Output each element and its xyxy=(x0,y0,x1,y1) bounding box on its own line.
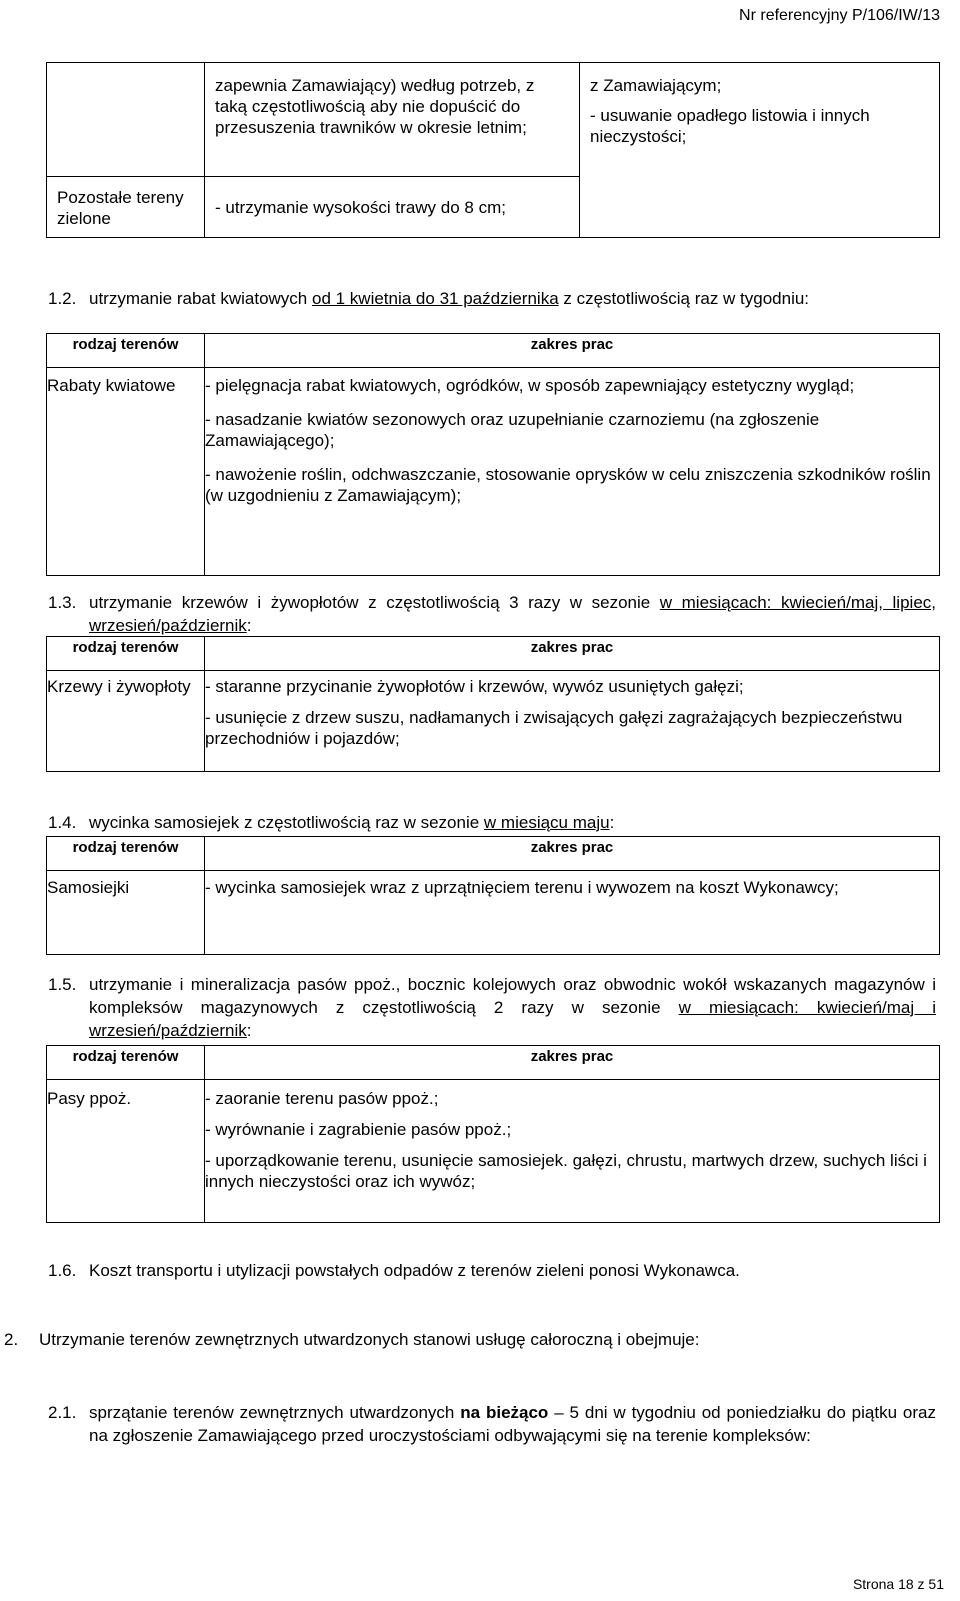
list-item: - wycinka samosiejek wraz z uprzątnięciem terenu i wywozem na koszt Wykonawcy; xyxy=(205,878,839,897)
top-row1-col3-text-a: z Zamawiającym; xyxy=(590,76,722,95)
section-2-1-text: sprzątanie terenów zewnętrznych utwardzonych na bieżąco – 5 dni w tygodniu od poniedziałku do piątku oraz na zgłoszenie Zamawiającego przed uroczystościami odbywającymi się na terenie kompleksów: xyxy=(89,1403,936,1445)
top-row2-col2 xyxy=(205,177,580,238)
table-1-2-scope xyxy=(205,368,940,576)
table-1-4 xyxy=(46,836,940,955)
section-1-4-number: 1.4. xyxy=(48,813,77,832)
table-1-3-area xyxy=(47,671,205,772)
table-1-3-header-area: rodzaj terenów xyxy=(47,637,205,671)
top-row2-area-text: Pozostałe tereny zielone xyxy=(57,188,184,228)
table-1-4-area-text: Samosiejki xyxy=(47,878,130,897)
list-item: - pielęgnacja rabat kwiatowych, ogródków, w sposób zapewniający estetyczny wygląd; xyxy=(205,376,855,395)
section-1-6-text: Koszt transportu i utylizacji powstałych odpadów z terenów zieleni ponosi Wykonawca. xyxy=(89,1261,740,1280)
table-1-5-area-text: Pasy ppoż. xyxy=(47,1089,132,1108)
section-2-1 xyxy=(48,1401,936,1447)
section-1-6 xyxy=(48,1259,936,1282)
top-row1-col3-text-b: - usuwanie opadłego listowia i innych nieczystości; xyxy=(590,106,870,146)
section-1-5-number: 1.5. xyxy=(48,975,77,994)
top-row1-col3 xyxy=(580,63,940,177)
section-2-1-number: 2.1. xyxy=(48,1403,77,1422)
section-1-6-number: 1.6. xyxy=(48,1261,77,1280)
table-1-2 xyxy=(46,333,940,576)
table-1-2-area xyxy=(47,368,205,576)
reference-number: Nr referencyjny P/106/IW/13 xyxy=(739,7,940,24)
section-1-4 xyxy=(48,811,936,834)
list-item: - staranne przycinanie żywopłotów i krzewów, wywóz usuniętych gałęzi; xyxy=(205,677,744,696)
section-1-5-text: utrzymanie i mineralizacja pasów ppoż., bocznic kolejowych oraz obwodnic wokół wskazanych magazynów i kompleksów magazynowych z częstotliwością 2 razy w sezonie w miesiącach: kwiecień/maj i wrzesień/październik: xyxy=(89,975,936,1040)
table-1-4-scope xyxy=(205,871,940,955)
table-1-5-header-area: rodzaj terenów xyxy=(47,1046,205,1080)
top-row1-col1 xyxy=(47,63,205,177)
list-item: - uporządkowanie terenu, usunięcie samosiejek. gałęzi, chrustu, martwych drzew, suchych liści i innych nieczystości oraz ich wywóz; xyxy=(205,1151,927,1191)
section-1-5 xyxy=(48,973,936,1042)
section-1-4-text: wycinka samosiejek z częstotliwością raz w sezonie w miesiącu maju: xyxy=(89,813,615,832)
section-1-2-text: utrzymanie rabat kwiatowych od 1 kwietnia do 31 października z częstotliwością raz w tygodniu: xyxy=(89,289,810,308)
table-1-5-area xyxy=(47,1080,205,1223)
list-item: - wyrównanie i zagrabienie pasów ppoż.; xyxy=(205,1120,512,1139)
top-row2-col3 xyxy=(580,177,940,238)
table-1-2-area-text: Rabaty kwiatowe xyxy=(47,376,176,395)
table-1-2-header-scope: zakres prac xyxy=(205,334,940,368)
list-item: - usunięcie z drzew suszu, nadłamanych i zwisających gałęzi zagrażających bezpieczeństwu przechodniów i pojazdów; xyxy=(205,708,903,748)
list-item: - nasadzanie kwiatów sezonowych oraz uzupełnianie czarnoziemu (na zgłoszenie Zamawiającego); xyxy=(205,410,820,450)
top-row2-col2-text: - utrzymanie wysokości trawy do 8 cm; xyxy=(215,198,506,217)
section-1-3-text: utrzymanie krzewów i żywopłotów z częstotliwością 3 razy w sezonie w miesiącach: kwiecień/maj, lipiec, wrzesień/październik: xyxy=(89,593,936,635)
table-1-3-scope xyxy=(205,671,940,772)
top-table xyxy=(46,62,940,238)
table-1-5-scope xyxy=(205,1080,940,1223)
table-1-2-header-area: rodzaj terenów xyxy=(47,334,205,368)
top-row2-area xyxy=(47,177,205,238)
top-row1-col2-text: zapewnia Zamawiający) według potrzeb, z taką częstotliwością aby nie dopuścić do przesuszenia trawników w okresie letnim; xyxy=(215,76,535,137)
section-2 xyxy=(4,1328,892,1351)
table-1-4-area xyxy=(47,871,205,955)
table-1-3-header-scope: zakres prac xyxy=(205,637,940,671)
section-2-number: 2. xyxy=(4,1330,19,1349)
section-2-text: Utrzymanie terenów zewnętrznych utwardzonych stanowi usługę całoroczną i obejmuje: xyxy=(39,1330,700,1349)
table-1-5-header-scope: zakres prac xyxy=(205,1046,940,1080)
page-number: Strona 18 z 51 xyxy=(852,1576,944,1592)
list-item: - zaoranie terenu pasów ppoż.; xyxy=(205,1089,439,1108)
table-1-3 xyxy=(46,636,940,772)
list-item: - nawożenie roślin, odchwaszczanie, stosowanie oprysków w celu zniszczenia szkodników roślin (w uzgodnieniu z Zamawiającym); xyxy=(205,465,931,505)
section-1-2-number: 1.2. xyxy=(48,289,77,308)
section-1-3 xyxy=(48,591,936,637)
top-row1-col2 xyxy=(205,63,580,177)
table-1-3-area-text: Krzewy i żywopłoty xyxy=(47,677,191,696)
section-1-2 xyxy=(48,287,936,310)
section-1-3-number: 1.3. xyxy=(48,593,77,612)
table-1-4-header-scope: zakres prac xyxy=(205,837,940,871)
table-1-4-header-area: rodzaj terenów xyxy=(47,837,205,871)
table-1-5 xyxy=(46,1045,940,1223)
